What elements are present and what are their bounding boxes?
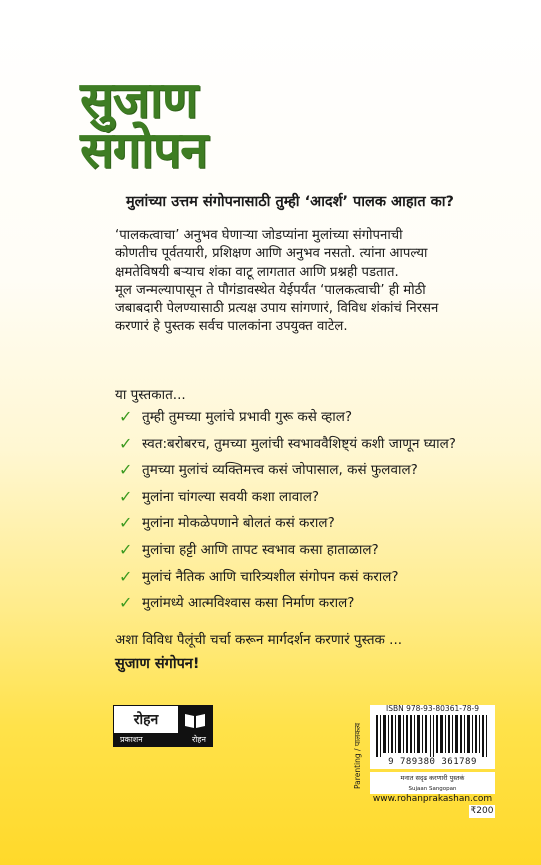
list-item bbox=[117, 510, 527, 537]
paragraph-line: जबाबदारी पेलण्यासाठी प्रत्यक्ष उपाय सांगणारं, विविध शंकांचं निरसन bbox=[115, 301, 439, 317]
list-item bbox=[117, 404, 527, 431]
description-paragraph bbox=[115, 227, 523, 337]
list-item-text: मुलांना मोकळेपणाने बोलतं कसं कराल? bbox=[142, 515, 335, 532]
list-item bbox=[117, 590, 527, 617]
list-item-text: मुलांमध्ये आत्मविश्वास कसा निर्माण कराल? bbox=[142, 595, 355, 612]
publisher-sub-right: रोहन bbox=[191, 735, 206, 744]
paragraph-line: क्षमतेविषयी बऱ्याच शंका वाटू लागतात आणि प्रश्नही पडतात. bbox=[115, 264, 399, 280]
list-item bbox=[117, 484, 527, 511]
list-item bbox=[117, 537, 527, 564]
list-item-text: मुलांना चांगल्या सवयी कशा लावाल? bbox=[142, 488, 320, 505]
list-item bbox=[117, 564, 527, 591]
checkmark-icon: ✓ bbox=[119, 566, 133, 586]
list-item bbox=[117, 431, 527, 458]
checkmark-icon: ✓ bbox=[119, 486, 133, 506]
list-item-text: तुम्ही तुमच्या मुलांचे प्रभावी गुरू कसे व्हाल? bbox=[142, 409, 353, 425]
publisher-logo bbox=[113, 705, 213, 747]
paragraph-line: करणारं हे पुस्तक सर्वच पालकांना उपयुक्त वाटेल. bbox=[115, 319, 348, 335]
paragraph-line: कोणतीच पूर्वतयारी, प्रशिक्षण आणि अनुभव नसतो. त्यांना आपल्या bbox=[115, 246, 428, 262]
checkmark-icon: ✓ bbox=[119, 593, 133, 613]
publisher-sub-left: प्रकाशन bbox=[120, 735, 143, 744]
list-item-text: मुलांचा हट्टी आणि तापट स्वभाव कसा हाताळाल? bbox=[142, 541, 379, 558]
barcode-icon bbox=[376, 715, 489, 757]
open-book-icon bbox=[178, 706, 212, 733]
category-label bbox=[353, 705, 367, 789]
series-label: मनात सदृढ करणारी पुस्तकं bbox=[370, 772, 495, 785]
checkmark-icon: ✓ bbox=[119, 460, 133, 480]
list-item bbox=[117, 457, 527, 484]
series-label-en: Sujaan Sangopan bbox=[370, 785, 495, 794]
category-text: Parenting / पालकत्व bbox=[353, 722, 362, 789]
closing-line: अशा विविध पैलूंची चर्चा करून मार्गदर्शन करणारं पुस्तक ... bbox=[115, 632, 403, 648]
bullets-intro: या पुस्तकात... bbox=[115, 387, 186, 403]
closing-title: सुजाण संगोपन! bbox=[115, 656, 200, 672]
list-item-text: तुमच्या मुलांचं व्यक्तिमत्त्व कसं जोपासाल, कसं फुलवाल? bbox=[142, 462, 418, 479]
book-title-line2: संगोपन bbox=[80, 121, 208, 179]
checkmark-icon: ✓ bbox=[119, 539, 133, 559]
price-tag: ₹200 bbox=[470, 806, 494, 816]
barcode-number: 9 789380 361789 bbox=[388, 757, 477, 767]
publisher-name: रोहन bbox=[114, 706, 178, 733]
website-link[interactable]: www.rohanprakashan.com bbox=[372, 794, 493, 804]
checkmark-icon: ✓ bbox=[119, 513, 133, 533]
isbn-text: ISBN 978-93-80361-78-9 bbox=[386, 704, 479, 713]
book-title-line1: सुजाण bbox=[80, 71, 197, 129]
checkmark-icon: ✓ bbox=[119, 407, 133, 426]
tagline-question: मुलांच्या उत्तम संगोपनासाठी तुम्ही ‘आदर्श’ पालक आहात का? bbox=[126, 194, 454, 210]
checkmark-icon: ✓ bbox=[119, 433, 133, 453]
paragraph-line: ‘पालकत्वाचा’ अनुभव घेणाऱ्या जोडप्यांना मुलांच्या संगोपनाची bbox=[115, 228, 403, 243]
closing-text bbox=[115, 628, 402, 676]
barcode-box bbox=[370, 705, 495, 769]
list-item-text: मुलांचं नैतिक आणि चारित्र्यशील संगोपन कसं कराल? bbox=[142, 568, 399, 585]
bullet-list bbox=[117, 404, 527, 617]
paragraph-line: मूल जन्मल्यापासून ते पौगंडावस्थेत येईपर्यंत ‘पालकत्वाची’ ही मोठी bbox=[115, 282, 426, 298]
list-item-text: स्वत:बरोबरच, तुमच्या मुलांची स्वभाववैशिष्ट्यं कशी जाणून घ्याल? bbox=[142, 435, 456, 452]
